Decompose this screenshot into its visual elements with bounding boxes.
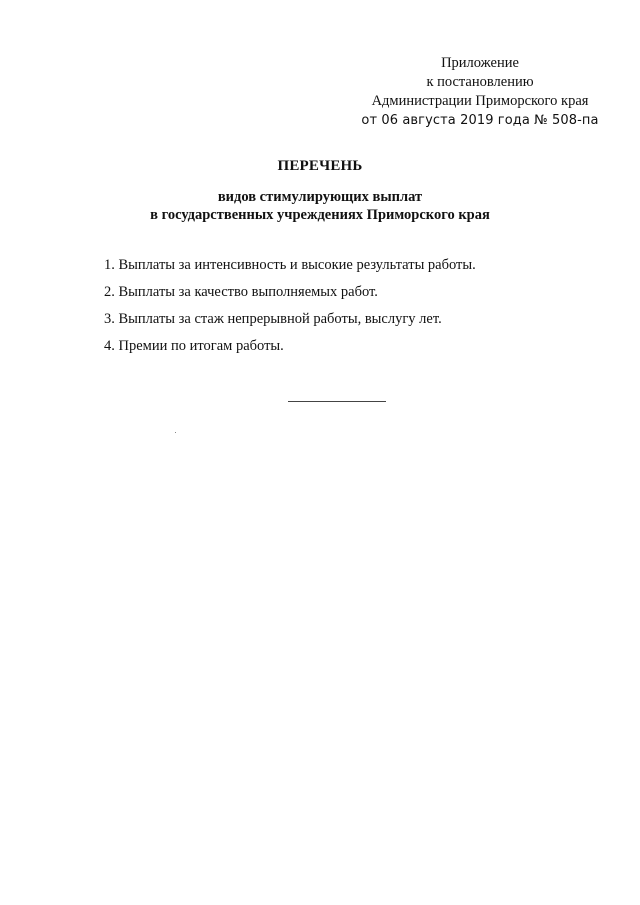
subtitle-line-1: видов стимулирующих выплат xyxy=(217,189,423,205)
end-divider-line xyxy=(288,401,386,402)
document-subtitle xyxy=(0,188,640,224)
document-title: ПЕРЕЧЕНЬ xyxy=(277,158,363,174)
appendix-header xyxy=(330,54,630,130)
scan-speck xyxy=(175,432,176,433)
list-item: 4. Премии по итогам работы. xyxy=(104,338,284,354)
appendix-authority: Администрации Приморского края xyxy=(371,93,589,109)
appendix-date-number: от 06 августа 2019 года № 508-па xyxy=(361,113,599,128)
subtitle-line-2: в государственных учреждениях Приморского края xyxy=(150,207,490,223)
appendix-resolution-ref: к постановлению xyxy=(426,74,534,90)
list-item: 2. Выплаты за качество выполняемых работ. xyxy=(104,284,378,300)
list-item: 3. Выплаты за стаж непрерывной работы, выслугу лет. xyxy=(104,311,442,327)
payment-types-list xyxy=(104,256,604,364)
list-item: 1. Выплаты за интенсивность и высокие результаты работы. xyxy=(104,257,476,273)
appendix-label: Приложение xyxy=(441,55,519,71)
